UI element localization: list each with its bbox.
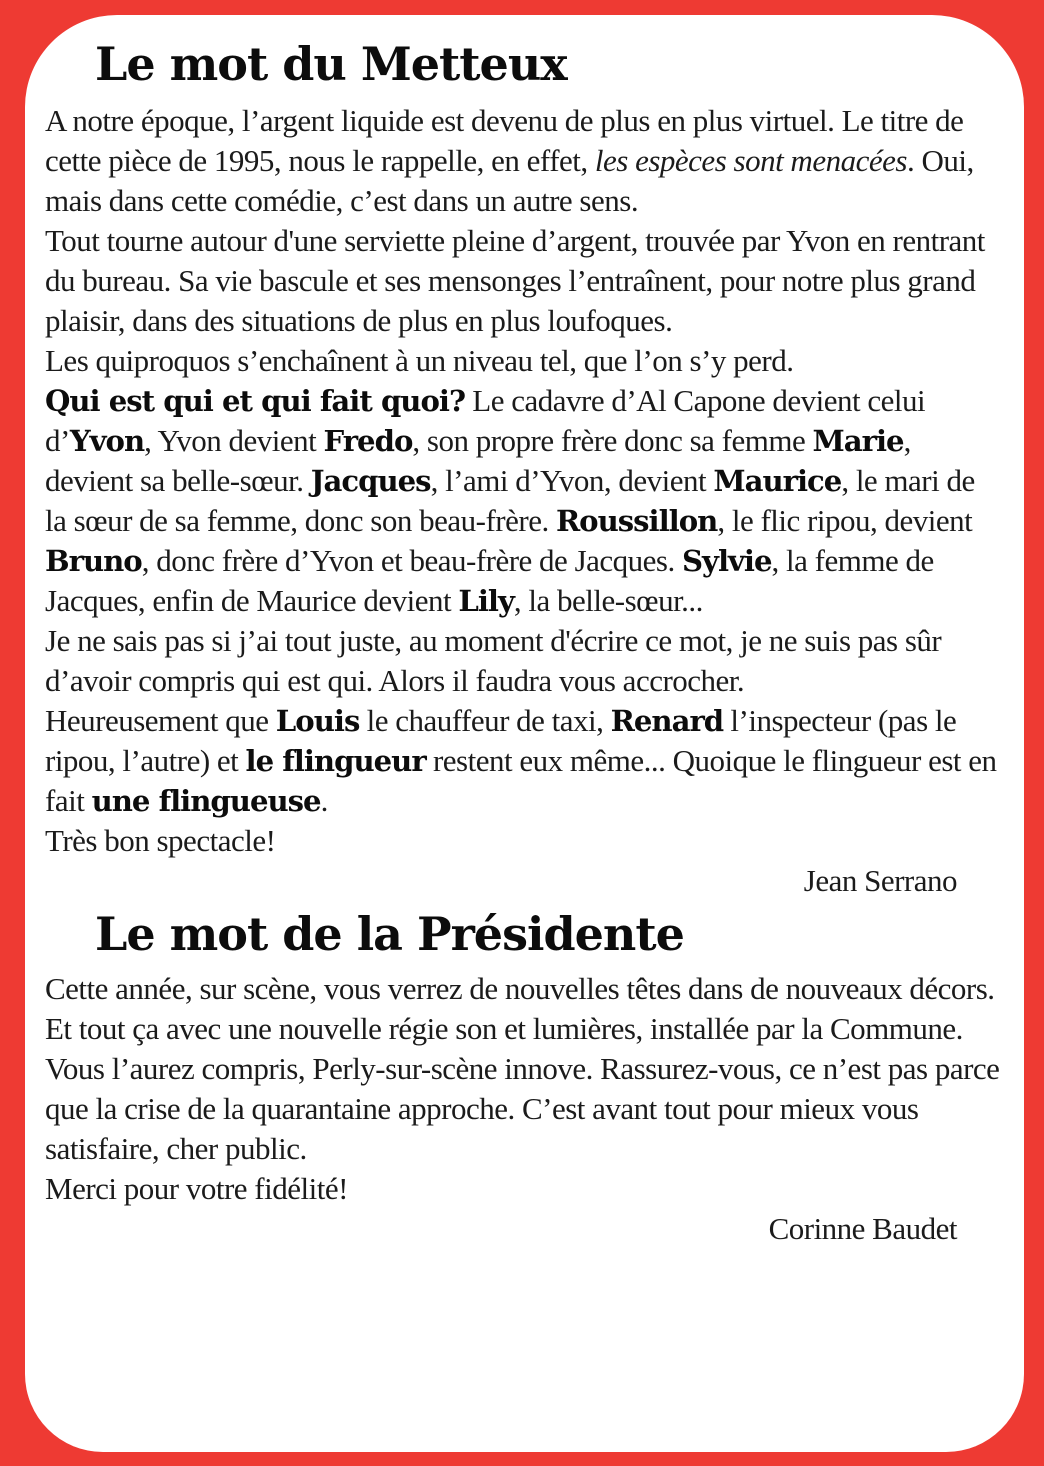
bold-text: Bruno [45, 544, 142, 578]
bold-text: Yvon [69, 424, 145, 458]
body-text: le chauffeur de taxi, [359, 703, 611, 738]
body-text: , le flic ripou, devient [717, 503, 973, 538]
body-text: Cette année, sur scène, vous verrez de nouvelles têtes dans de nouveaux décors. Et tout ça avec une nouvelle régie son et lumières, installée par la Commune. [45, 971, 995, 1046]
section-mot-du-metteur [45, 37, 1002, 901]
program-card [25, 15, 1024, 1452]
paragraph [45, 701, 1002, 821]
body-text: Vous l’aurez compris, Perly-sur-scène innove. Rassurez-vous, ce n’est pas parce que la crise de la quarantaine approche. C’est avant tout pour mieux vous satisfaire, cher public. [45, 1051, 1000, 1166]
body-text: Heureusement que [45, 703, 276, 738]
paragraph [45, 1049, 1002, 1169]
body-text: , son propre frère donc sa femme [412, 423, 813, 458]
bold-text: une flingueuse [91, 784, 321, 818]
body-text: , Yvon devient [144, 423, 324, 458]
body-text: , donc frère d’Yvon et beau-frère de Jacques. [141, 543, 682, 578]
signature-metteur: Jean Serrano [803, 863, 957, 898]
body-text: l’inspecteur (pas le ripou, l’autre) et [45, 703, 957, 778]
bold-text: Roussillon [555, 504, 718, 538]
bold-text: Qui est qui et qui fait quoi? [45, 384, 466, 418]
section-title-metteur: Le mot du Metteux [95, 37, 567, 91]
paragraph [45, 821, 1002, 861]
body-text: Les quiproquos s’enchaînent à un niveau tel, que l’on s’y perd. [45, 343, 794, 378]
paragraph [45, 969, 1002, 1049]
bold-text: Sylvie [681, 544, 772, 578]
body-text: . [320, 783, 328, 818]
body-text: Tout tourne autour d'une serviette pleine d’argent, trouvée par Yvon en rentrant du bureau. Sa vie bascule et ses mensonges l’entraînent, pour notre plus grand plaisir, dans des situations de plus en plus loufoques. [45, 223, 985, 338]
body-text: , la femme de Jacques, enfin de Maurice devient [45, 543, 934, 618]
bold-text: Jacques [310, 464, 431, 498]
body-text: restent eux même... Quoique le flingueur est en fait [45, 743, 997, 818]
body-text: , le mari de la sœur de sa femme, donc son beau-frère. [45, 463, 975, 538]
body-text: Très bon spectacle! [45, 823, 276, 858]
bold-text: Fredo [323, 424, 413, 458]
body-text: Je ne sais pas si j’ai tout juste, au moment d'écrire ce mot, je ne suis pas sûr d’avoir compris qui est qui. Alors il faudra vous accrocher. [45, 623, 942, 698]
bold-text: Lily [458, 584, 514, 618]
section-body-presidente [45, 969, 1002, 1209]
section-title-presidente: Le mot de la Présidente [95, 907, 684, 961]
section-mot-de-la-presidente [45, 907, 1002, 1249]
body-text: . Oui, mais dans cette comédie, c’est dans un autre sens. [45, 143, 974, 218]
section-body-metteur [45, 101, 1002, 861]
italic-text: les espèces sont menacées [594, 143, 907, 178]
bold-text: le flingueur [245, 744, 426, 778]
paragraph [45, 341, 1002, 381]
bold-text: Marie [812, 424, 904, 458]
body-text: , la belle-sœur... [513, 583, 703, 618]
body-text: A notre époque, l’argent liquide est devenu de plus en plus virtuel. Le titre de cette pièce de 1995, nous le rappelle, en effet, [45, 103, 964, 178]
bold-text: Louis [275, 704, 360, 738]
body-text: , l’ami d’Yvon, devient [430, 463, 714, 498]
bold-text: Renard [610, 704, 724, 738]
signature-presidente: Corinne Baudet [768, 1211, 957, 1246]
paragraph [45, 381, 1002, 621]
paragraph [45, 221, 1002, 341]
paragraph [45, 1169, 1002, 1209]
body-text: , devient sa belle-sœur. [45, 423, 911, 498]
body-text: Le cadavre d’Al Capone devient celui d’ [45, 383, 926, 458]
bold-text: Maurice [713, 464, 842, 498]
paragraph [45, 101, 1002, 221]
paragraph [45, 621, 1002, 701]
body-text: Merci pour votre fidélité! [45, 1171, 348, 1206]
